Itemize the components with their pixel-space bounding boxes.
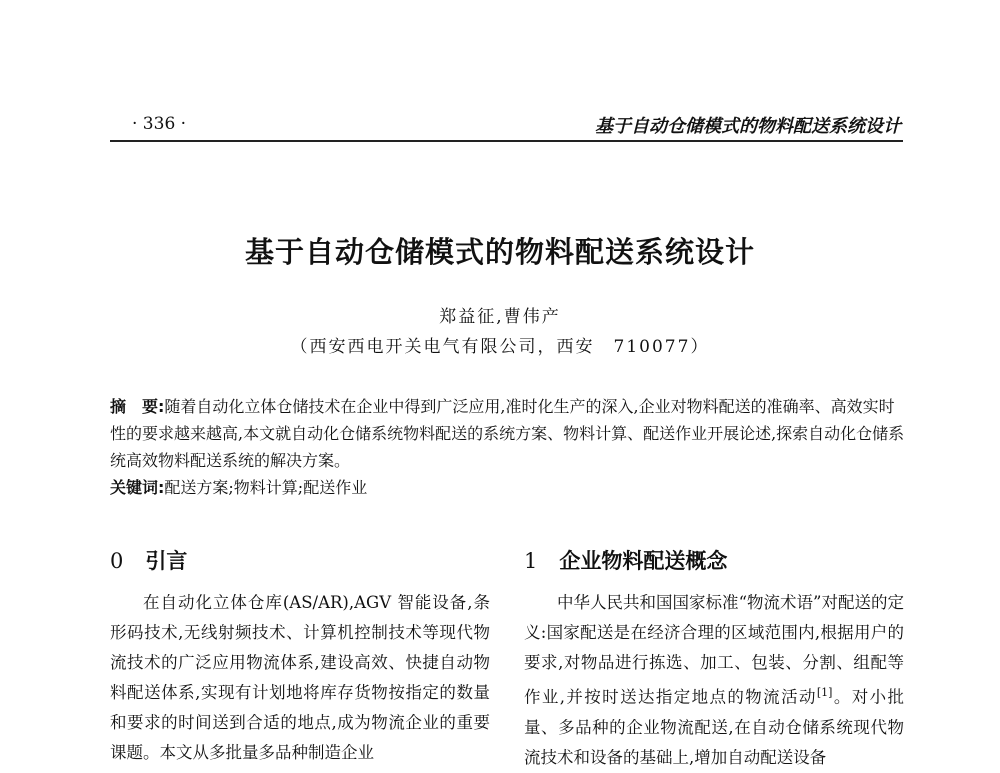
section-heading-1 (524, 545, 727, 575)
section-title: 企业物料配送概念 (559, 549, 728, 573)
section-number: 1 (524, 549, 538, 573)
section-title: 引言 (145, 549, 188, 573)
keywords-label: 关键词: (110, 478, 165, 497)
running-title: 基于自动仓储模式的物料配送系统设计 (595, 116, 901, 137)
paragraph (524, 588, 904, 773)
keywords (110, 474, 905, 501)
running-header (110, 112, 903, 142)
paragraph-text-cont: 。对小批量、多品种的企业物流配送,在自动仓储系统现代物流技术和设备的基础上,增加自动配送设备 (524, 687, 905, 767)
abstract-label: 摘 要: (110, 397, 165, 416)
article-title: 基于自动仓储模式的物料配送系统设计 (244, 235, 755, 269)
section-number: 0 (110, 549, 124, 573)
article-authors: 郑益征,曹伟产 (439, 307, 561, 327)
article-affiliation: （西安西电开关电气有限公司，西安 710077） (290, 337, 710, 357)
page-number: · 336 · (132, 114, 187, 134)
section-heading-0 (110, 545, 187, 575)
abstract (110, 393, 905, 474)
paragraph: 在自动化立体仓库(AS/AR),AGV 智能设备,条形码技术,无线射频技术、计算机控制技术等现代物流技术的广泛应用物流体系,建设高效、快捷自动物料配送体系,实现有计划地将库存货物按指定的数量和要求的时间送到合适的地点,成为物流企业的重要课题。本文从多批量多品种制造企业 (110, 593, 490, 762)
paragraph-text: 中华人民共和国国家标准“物流术语”对配送的定义:国家配送是在经济合理的区域范围内,根据用户的要求,对物品进行拣选、加工、包装、分割、组配等作业,并按时送达指定地点的物流活动 (524, 593, 904, 707)
section-body-1 (524, 588, 904, 773)
abstract-block (110, 393, 905, 501)
abstract-text: 随着自动化立体仓储技术在企业中得到广泛应用,准时化生产的深入,企业对物料配送的准确率、高效实时性的要求越来越高,本文就自动化仓储系统物料配送的系统方案、物料计算、配送作业开展论述,探索自动化仓储系统高效物料配送系统的解决方案。 (110, 397, 905, 470)
citation: [1] (816, 686, 833, 699)
section-body-0 (110, 588, 490, 768)
keywords-text: 配送方案;物料计算;配送作业 (164, 478, 368, 497)
